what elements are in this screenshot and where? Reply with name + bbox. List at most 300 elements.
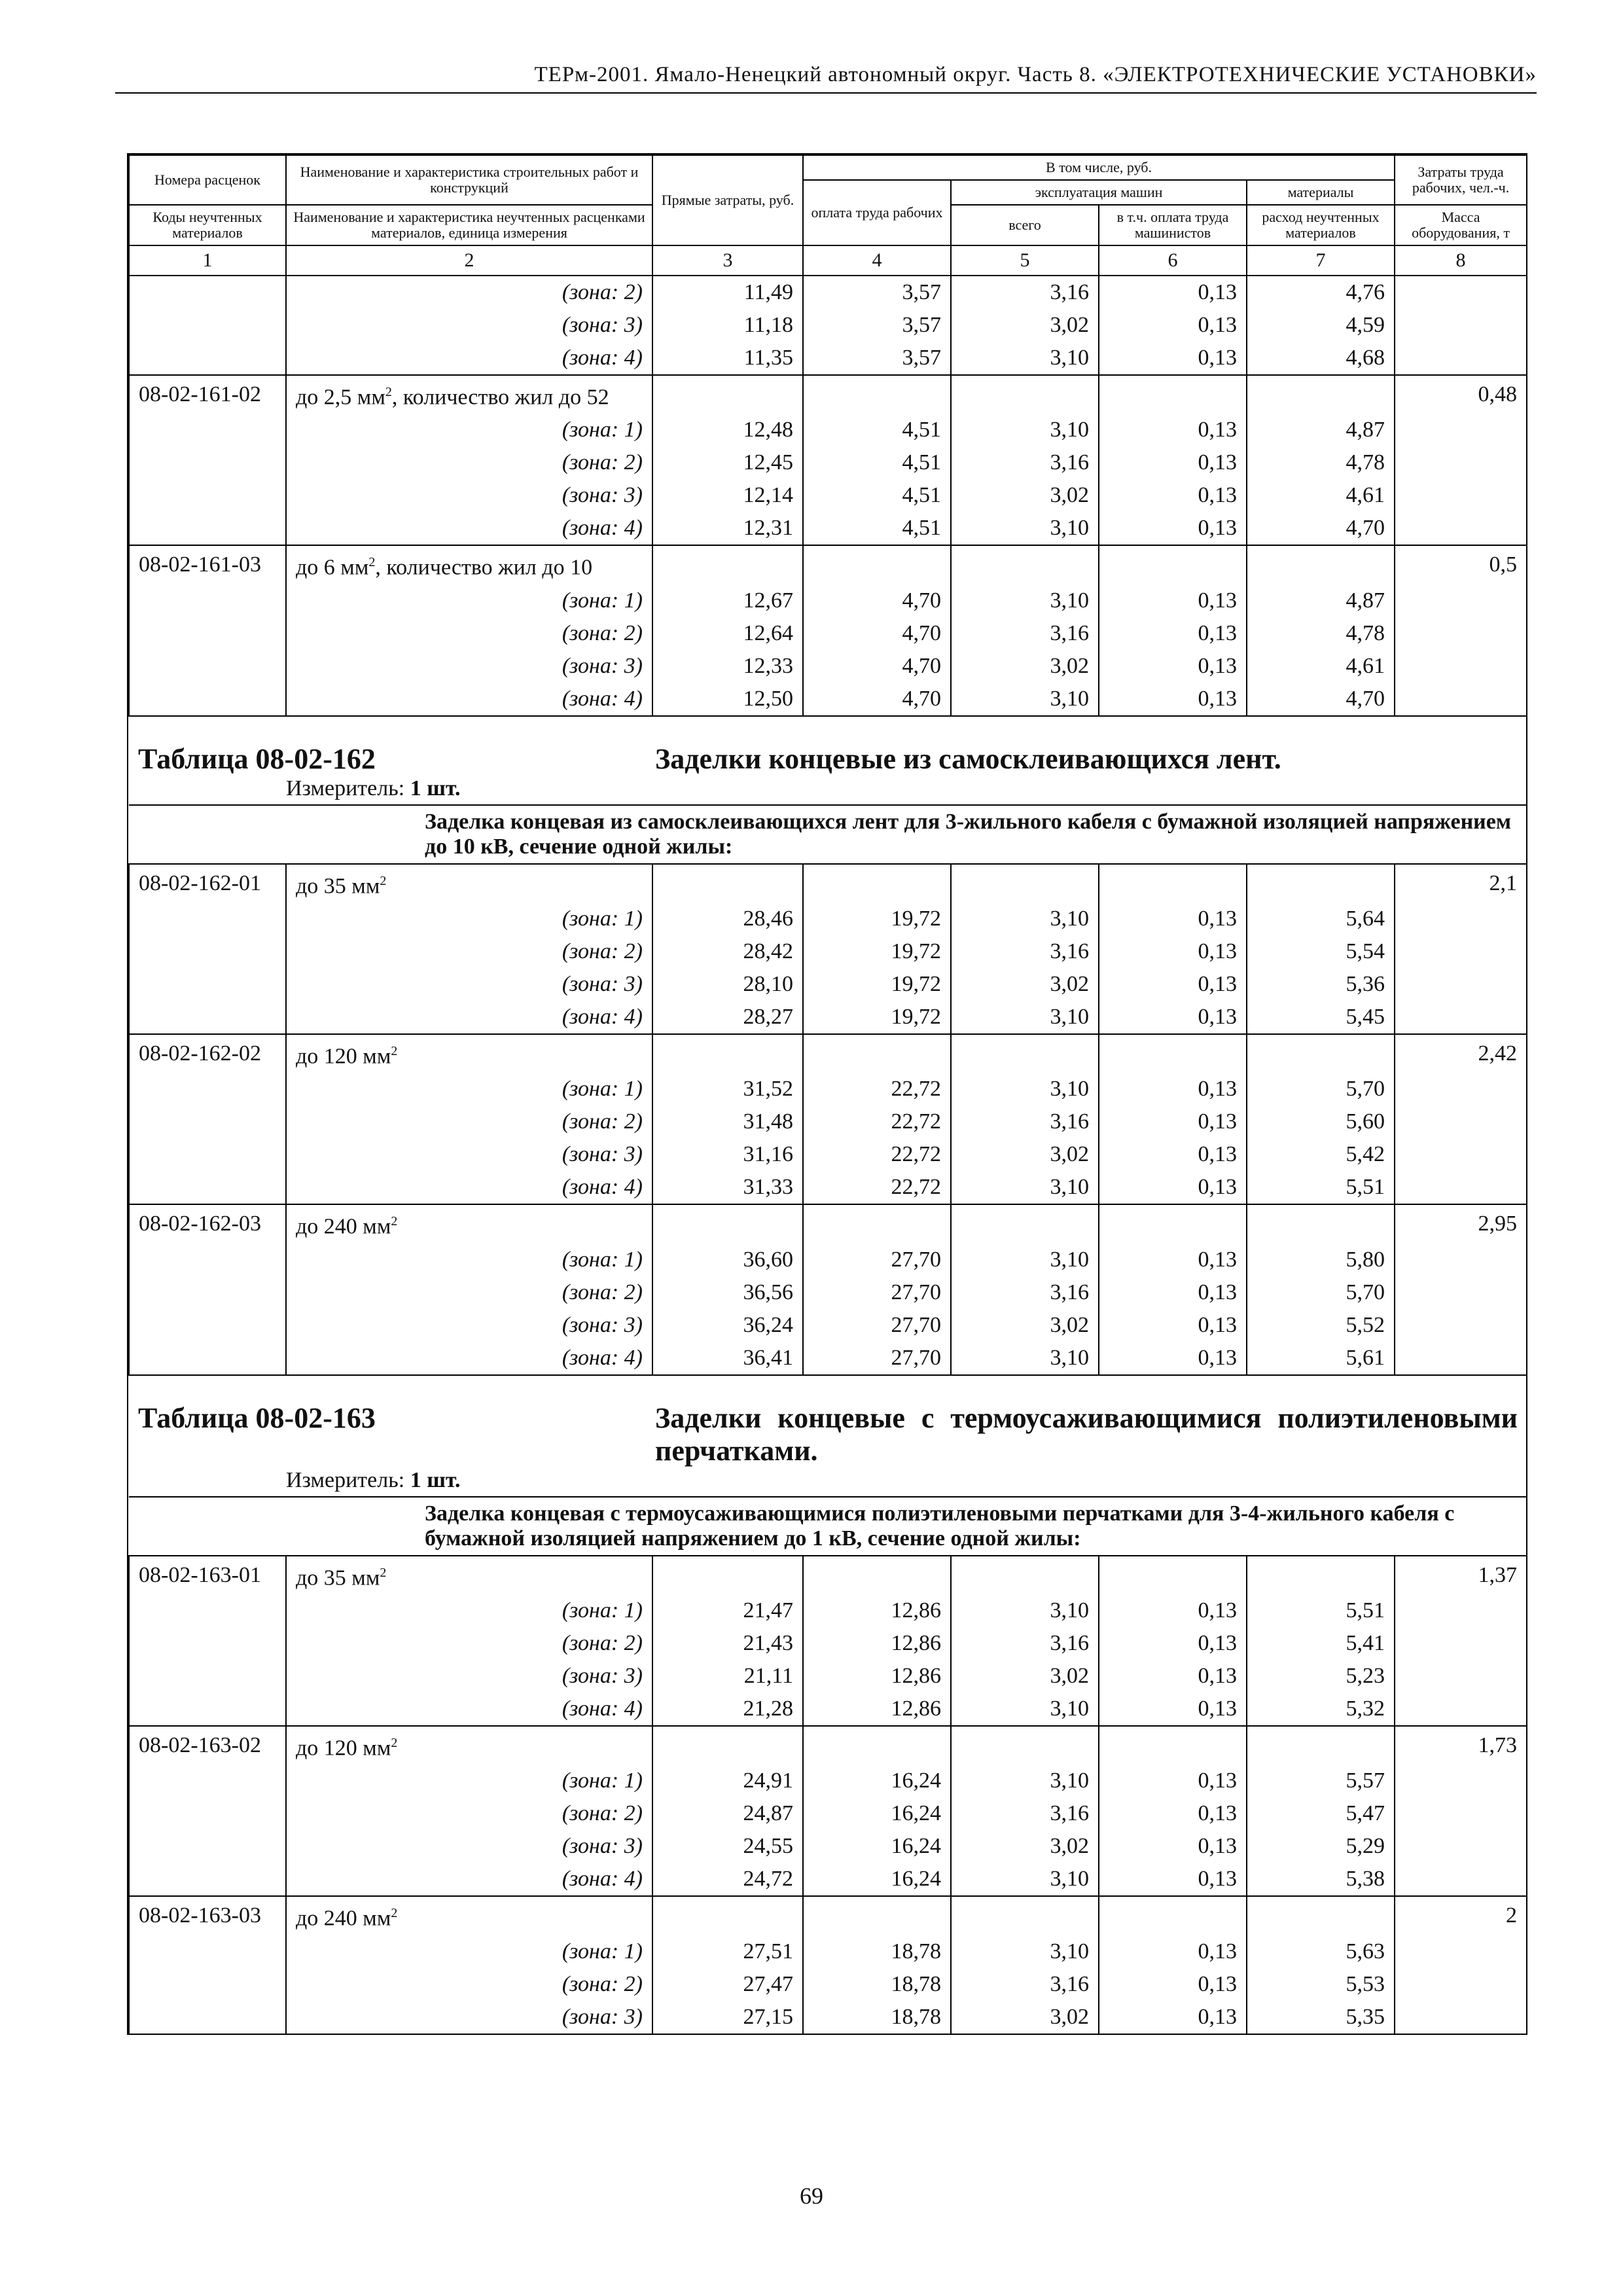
worker-pay: 19,72 xyxy=(803,968,951,1001)
measure-line xyxy=(138,1467,1518,1494)
machines-total: 3,02 xyxy=(951,2001,1099,2034)
mass-cell xyxy=(1395,968,1527,1001)
col-number: 3 xyxy=(652,245,803,276)
empty-cell xyxy=(803,545,951,584)
machines-total: 3,16 xyxy=(951,1105,1099,1138)
machinist-pay: 0,13 xyxy=(1099,2001,1247,2034)
rate-code-cell xyxy=(129,1693,286,1726)
table-row xyxy=(129,617,1527,650)
table-row xyxy=(129,1105,1527,1138)
machinist-pay: 0,13 xyxy=(1099,1627,1247,1660)
empty-cell xyxy=(1247,1204,1395,1243)
table-description: Заделка концевая из самосклеивающихся лент для 3-жильного кабеля с бумажной изоляцией напряжением до 10 кВ, сечение одной жилы: xyxy=(129,805,1527,864)
table-row xyxy=(129,903,1527,935)
zone-label: (зона: 2) xyxy=(286,446,652,479)
zone-label: (зона: 1) xyxy=(286,1594,652,1627)
machines-total: 3,16 xyxy=(951,1627,1099,1660)
zone-label: (зона: 2) xyxy=(286,1968,652,2001)
empty-cell xyxy=(1099,1204,1247,1243)
materials-value: 4,70 xyxy=(1247,683,1395,716)
page-number: 69 xyxy=(800,2183,823,2209)
mass-cell xyxy=(1395,1627,1527,1660)
worker-pay: 3,57 xyxy=(803,276,951,309)
empty-cell xyxy=(951,1034,1099,1073)
worker-pay: 4,70 xyxy=(803,584,951,617)
mass-cell xyxy=(1395,512,1527,545)
mass-cell xyxy=(1395,1171,1527,1204)
table-row xyxy=(129,968,1527,1001)
worker-pay: 16,24 xyxy=(803,1863,951,1896)
running-header: ТЕРм-2001. Ямало-Ненецкий автономный округ. Часть 8. «ЭЛЕКТРОТЕХНИЧЕСКИЕ УСТАНОВКИ» xyxy=(115,63,1537,94)
machinist-pay: 0,13 xyxy=(1099,650,1247,683)
machines-total: 3,02 xyxy=(951,1138,1099,1171)
rate-code-cell xyxy=(129,1594,286,1627)
mass-cell xyxy=(1395,1935,1527,1968)
materials-value: 5,51 xyxy=(1247,1594,1395,1627)
machinist-pay: 0,13 xyxy=(1099,342,1247,375)
machines-total: 3,02 xyxy=(951,1830,1099,1863)
direct-costs: 27,47 xyxy=(652,1968,803,2001)
mass-cell xyxy=(1395,2001,1527,2034)
zone-label: (зона: 1) xyxy=(286,1244,652,1276)
worker-pay: 22,72 xyxy=(803,1105,951,1138)
direct-costs: 21,28 xyxy=(652,1693,803,1726)
worker-pay: 4,70 xyxy=(803,650,951,683)
machinist-pay: 0,13 xyxy=(1099,479,1247,512)
empty-cell xyxy=(803,864,951,903)
mass-cell xyxy=(1395,1765,1527,1797)
empty-cell xyxy=(803,1726,951,1765)
table-row xyxy=(129,1309,1527,1342)
materials-value: 5,51 xyxy=(1247,1171,1395,1204)
mass-cell xyxy=(1395,414,1527,446)
superscript: 2 xyxy=(391,1214,398,1229)
mass-cell xyxy=(1395,903,1527,935)
machinist-pay: 0,13 xyxy=(1099,1105,1247,1138)
table-row xyxy=(129,1342,1527,1375)
worker-pay: 27,70 xyxy=(803,1342,951,1375)
machinist-pay: 0,13 xyxy=(1099,1693,1247,1726)
equipment-mass: 1,37 xyxy=(1395,1556,1527,1594)
zone-label: (зона: 3) xyxy=(286,479,652,512)
equipment-mass: 0,48 xyxy=(1395,375,1527,414)
zone-label: (зона: 1) xyxy=(286,903,652,935)
direct-costs: 24,72 xyxy=(652,1863,803,1896)
worker-pay: 12,86 xyxy=(803,1693,951,1726)
mass-cell xyxy=(1395,1660,1527,1693)
table-description-row xyxy=(129,1497,1527,1556)
superscript: 2 xyxy=(380,873,387,888)
direct-costs: 36,41 xyxy=(652,1342,803,1375)
superscript: 2 xyxy=(391,1735,398,1750)
mass-cell xyxy=(1395,1105,1527,1138)
machinist-pay: 0,13 xyxy=(1099,1863,1247,1896)
direct-costs: 28,46 xyxy=(652,903,803,935)
table-row xyxy=(129,276,1527,309)
zone-label: (зона: 2) xyxy=(286,1276,652,1309)
col-labor-costs: Затраты труда рабочих, чел.-ч. xyxy=(1395,155,1527,205)
zone-label: (зона: 2) xyxy=(286,1105,652,1138)
zone-label: (зона: 1) xyxy=(286,1765,652,1797)
direct-costs: 31,33 xyxy=(652,1171,803,1204)
machines-total: 3,16 xyxy=(951,446,1099,479)
materials-value: 5,54 xyxy=(1247,935,1395,968)
worker-pay: 4,51 xyxy=(803,446,951,479)
rate-code-cell xyxy=(129,584,286,617)
zone-label: (зона: 3) xyxy=(286,1138,652,1171)
machines-total: 3,10 xyxy=(951,1594,1099,1627)
table-description: Заделка концевая с термоусаживающимися полиэтиленовыми перчатками для 3-4-жильного кабеля с бумажной изоляцией напряжением до 1 кВ, сечение одной жилы: xyxy=(129,1497,1527,1556)
worker-pay: 18,78 xyxy=(803,1968,951,2001)
zone-label: (зона: 2) xyxy=(286,1627,652,1660)
zone-label: (зона: 3) xyxy=(286,309,652,342)
item-name xyxy=(286,1034,652,1073)
rate-code-cell xyxy=(129,1276,286,1309)
rate-code-cell xyxy=(129,1863,286,1896)
machines-total: 3,10 xyxy=(951,1073,1099,1105)
equipment-mass: 2,1 xyxy=(1395,864,1527,903)
machines-total: 3,02 xyxy=(951,479,1099,512)
table-row xyxy=(129,1660,1527,1693)
zone-label: (зона: 4) xyxy=(286,1001,652,1034)
empty-cell xyxy=(652,1896,803,1935)
empty-cell xyxy=(1099,864,1247,903)
col-direct-costs: Прямые затраты, руб. xyxy=(652,155,803,245)
empty-cell xyxy=(951,1896,1099,1935)
direct-costs: 12,48 xyxy=(652,414,803,446)
machinist-pay: 0,13 xyxy=(1099,1935,1247,1968)
direct-costs: 36,60 xyxy=(652,1244,803,1276)
rate-group-row xyxy=(129,1726,1527,1765)
machinist-pay: 0,13 xyxy=(1099,1342,1247,1375)
empty-cell xyxy=(1099,1896,1247,1935)
zone-label: (зона: 3) xyxy=(286,1830,652,1863)
machinist-pay: 0,13 xyxy=(1099,1138,1247,1171)
item-name-suffix: , количество жил до 10 xyxy=(375,555,593,580)
col-machines: эксплуатация машин xyxy=(951,180,1247,205)
machinist-pay: 0,13 xyxy=(1099,1830,1247,1863)
materials-value: 4,78 xyxy=(1247,617,1395,650)
zone-label: (зона: 1) xyxy=(286,1073,652,1105)
materials-value: 4,61 xyxy=(1247,650,1395,683)
col-material-codes: Коды неучтенных материалов xyxy=(129,205,286,245)
col-work-name: Наименование и характеристика строительных работ и конструкций xyxy=(286,155,652,205)
worker-pay: 19,72 xyxy=(803,903,951,935)
materials-value: 4,76 xyxy=(1247,276,1395,309)
direct-costs: 31,48 xyxy=(652,1105,803,1138)
empty-cell xyxy=(803,375,951,414)
table-row xyxy=(129,1138,1527,1171)
worker-pay: 19,72 xyxy=(803,935,951,968)
rate-code: 08-02-163-02 xyxy=(129,1726,286,1765)
equipment-mass: 0,5 xyxy=(1395,545,1527,584)
item-name-text: до 2,5 мм xyxy=(296,385,385,410)
col-unaccounted-materials: расход неучтенных материалов xyxy=(1247,205,1395,245)
table-row xyxy=(129,414,1527,446)
zone-label: (зона: 4) xyxy=(286,342,652,375)
rate-code-cell xyxy=(129,1138,286,1171)
materials-value: 5,80 xyxy=(1247,1244,1395,1276)
superscript: 2 xyxy=(385,385,392,399)
materials-value: 5,36 xyxy=(1247,968,1395,1001)
mass-cell xyxy=(1395,935,1527,968)
rate-code: 08-02-162-02 xyxy=(129,1034,286,1073)
rate-code-cell xyxy=(129,1660,286,1693)
worker-pay: 4,70 xyxy=(803,683,951,716)
empty-cell xyxy=(1099,1556,1247,1594)
worker-pay: 3,57 xyxy=(803,342,951,375)
rate-code-cell xyxy=(129,446,286,479)
mass-cell xyxy=(1395,1594,1527,1627)
measure-value: 1 шт. xyxy=(410,1467,461,1492)
empty-cell xyxy=(803,1556,951,1594)
direct-costs: 11,49 xyxy=(652,276,803,309)
empty-cell xyxy=(1099,545,1247,584)
col-rate-numbers: Номера расценок xyxy=(129,155,286,205)
rate-code: 08-02-161-02 xyxy=(129,375,286,414)
col-number: 7 xyxy=(1247,245,1395,276)
empty-cell xyxy=(951,1556,1099,1594)
zone-label: (зона: 2) xyxy=(286,276,652,309)
table-body xyxy=(129,276,1527,2034)
mass-cell xyxy=(1395,683,1527,716)
col-number: 5 xyxy=(951,245,1099,276)
table-row xyxy=(129,2001,1527,2034)
direct-costs: 31,16 xyxy=(652,1138,803,1171)
empty-cell xyxy=(803,1896,951,1935)
rate-code-cell xyxy=(129,935,286,968)
empty-cell xyxy=(1247,864,1395,903)
table-row xyxy=(129,650,1527,683)
mass-cell xyxy=(1395,1309,1527,1342)
direct-costs: 27,51 xyxy=(652,1935,803,1968)
table-row xyxy=(129,1765,1527,1797)
item-name-text: до 120 мм xyxy=(296,1736,391,1761)
worker-pay: 12,86 xyxy=(803,1627,951,1660)
direct-costs: 36,24 xyxy=(652,1309,803,1342)
item-name-suffix: , количество жил до 52 xyxy=(391,385,609,410)
zone-label: (зона: 4) xyxy=(286,683,652,716)
machinist-pay: 0,13 xyxy=(1099,1001,1247,1034)
table-id: Таблица 08-02-162 xyxy=(138,742,376,775)
direct-costs: 12,45 xyxy=(652,446,803,479)
col-machines-total: всего xyxy=(951,205,1099,245)
empty-cell xyxy=(1247,1556,1395,1594)
worker-pay: 18,78 xyxy=(803,2001,951,2034)
empty-cell xyxy=(1099,375,1247,414)
empty-cell xyxy=(951,545,1099,584)
equipment-mass: 1,73 xyxy=(1395,1726,1527,1765)
machinist-pay: 0,13 xyxy=(1099,1244,1247,1276)
table-row xyxy=(129,1276,1527,1309)
empty-cell xyxy=(1099,1034,1247,1073)
machinist-pay: 0,13 xyxy=(1099,1797,1247,1830)
machines-total: 3,10 xyxy=(951,1342,1099,1375)
item-name xyxy=(286,1204,652,1243)
worker-pay: 3,57 xyxy=(803,309,951,342)
machinist-pay: 0,13 xyxy=(1099,617,1247,650)
empty-cell xyxy=(1247,1726,1395,1765)
materials-value: 5,61 xyxy=(1247,1342,1395,1375)
item-name-text: до 240 мм xyxy=(296,1214,391,1239)
materials-value: 5,57 xyxy=(1247,1765,1395,1797)
worker-pay: 16,24 xyxy=(803,1765,951,1797)
direct-costs: 24,87 xyxy=(652,1797,803,1830)
rate-group-row xyxy=(129,1556,1527,1594)
table-row xyxy=(129,1171,1527,1204)
rate-code-cell xyxy=(129,1797,286,1830)
empty-cell xyxy=(1099,1726,1247,1765)
mass-cell xyxy=(1395,1001,1527,1034)
measure-label: Измеритель: xyxy=(286,776,405,800)
rate-code-cell xyxy=(129,1968,286,2001)
empty-cell xyxy=(1247,545,1395,584)
materials-value: 5,63 xyxy=(1247,1935,1395,1968)
rate-code-cell xyxy=(129,342,286,375)
empty-cell xyxy=(1247,1896,1395,1935)
empty-cell xyxy=(1247,375,1395,414)
rate-code-cell xyxy=(129,650,286,683)
materials-value: 4,70 xyxy=(1247,512,1395,545)
materials-value: 4,59 xyxy=(1247,309,1395,342)
machines-total: 3,10 xyxy=(951,1001,1099,1034)
direct-costs: 11,35 xyxy=(652,342,803,375)
machines-total: 3,10 xyxy=(951,1693,1099,1726)
worker-pay: 4,70 xyxy=(803,617,951,650)
table-row xyxy=(129,446,1527,479)
rate-group-row xyxy=(129,1204,1527,1243)
worker-pay: 4,51 xyxy=(803,479,951,512)
worker-pay: 12,86 xyxy=(803,1660,951,1693)
item-name xyxy=(286,545,652,584)
machinist-pay: 0,13 xyxy=(1099,1309,1247,1342)
direct-costs: 12,33 xyxy=(652,650,803,683)
rate-code-cell xyxy=(129,1244,286,1276)
table-row xyxy=(129,1935,1527,1968)
rate-code-cell xyxy=(129,479,286,512)
table-row xyxy=(129,342,1527,375)
machines-total: 3,10 xyxy=(951,512,1099,545)
item-name-text: до 120 мм xyxy=(296,1044,391,1069)
worker-pay: 18,78 xyxy=(803,1935,951,1968)
mass-cell xyxy=(1395,1693,1527,1726)
rate-code-cell xyxy=(129,512,286,545)
empty-cell xyxy=(951,375,1099,414)
rate-code-cell xyxy=(129,617,286,650)
mass-cell xyxy=(1395,1797,1527,1830)
machines-total: 3,10 xyxy=(951,1244,1099,1276)
materials-value: 5,53 xyxy=(1247,1968,1395,2001)
rate-group-row xyxy=(129,545,1527,584)
table-row xyxy=(129,512,1527,545)
materials-value: 5,47 xyxy=(1247,1797,1395,1830)
worker-pay: 27,70 xyxy=(803,1309,951,1342)
mass-cell xyxy=(1395,342,1527,375)
materials-value: 5,52 xyxy=(1247,1309,1395,1342)
table-row xyxy=(129,1968,1527,2001)
machinist-pay: 0,13 xyxy=(1099,1073,1247,1105)
machinist-pay: 0,13 xyxy=(1099,309,1247,342)
measure-line xyxy=(138,776,1518,802)
mass-cell xyxy=(1395,1830,1527,1863)
materials-value: 5,23 xyxy=(1247,1660,1395,1693)
mass-cell xyxy=(1395,479,1527,512)
direct-costs: 21,11 xyxy=(652,1660,803,1693)
machines-total: 3,16 xyxy=(951,1968,1099,2001)
machines-total: 3,02 xyxy=(951,1309,1099,1342)
zone-label: (зона: 1) xyxy=(286,1935,652,1968)
machines-total: 3,16 xyxy=(951,617,1099,650)
col-equipment-mass: Масса оборудования, т xyxy=(1395,205,1527,245)
direct-costs: 21,43 xyxy=(652,1627,803,1660)
materials-value: 4,78 xyxy=(1247,446,1395,479)
machines-total: 3,16 xyxy=(951,276,1099,309)
zone-label: (зона: 4) xyxy=(286,512,652,545)
worker-pay: 22,72 xyxy=(803,1138,951,1171)
zone-label: (зона: 2) xyxy=(286,617,652,650)
machines-total: 3,10 xyxy=(951,1171,1099,1204)
table-row xyxy=(129,1693,1527,1726)
rate-code-cell xyxy=(129,1171,286,1204)
col-number: 1 xyxy=(129,245,286,276)
item-name-text: до 35 мм xyxy=(296,873,380,898)
direct-costs: 24,55 xyxy=(652,1830,803,1863)
machines-total: 3,02 xyxy=(951,309,1099,342)
item-name xyxy=(286,864,652,903)
table-row xyxy=(129,584,1527,617)
rate-code: 08-02-161-03 xyxy=(129,545,286,584)
machinist-pay: 0,13 xyxy=(1099,414,1247,446)
rates-table-sheet xyxy=(127,153,1527,2035)
machinist-pay: 0,13 xyxy=(1099,1171,1247,1204)
measure-label: Измеритель: xyxy=(286,1467,405,1492)
rate-group-row xyxy=(129,1034,1527,1073)
table-description-row xyxy=(129,805,1527,864)
rate-code-cell xyxy=(129,1309,286,1342)
table-header xyxy=(129,155,1527,276)
rate-group-row xyxy=(129,1896,1527,1935)
rate-code-cell xyxy=(129,968,286,1001)
rate-code-cell xyxy=(129,1627,286,1660)
mass-cell xyxy=(1395,1138,1527,1171)
empty-cell xyxy=(652,1204,803,1243)
direct-costs: 28,27 xyxy=(652,1001,803,1034)
table-row xyxy=(129,1830,1527,1863)
table-section-header xyxy=(129,1375,1527,1497)
machines-total: 3,10 xyxy=(951,903,1099,935)
rate-code-cell xyxy=(129,1073,286,1105)
materials-value: 5,60 xyxy=(1247,1105,1395,1138)
machinist-pay: 0,13 xyxy=(1099,935,1247,968)
col-number: 8 xyxy=(1395,245,1527,276)
machinist-pay: 0,13 xyxy=(1099,1594,1247,1627)
empty-cell xyxy=(951,1726,1099,1765)
direct-costs: 28,42 xyxy=(652,935,803,968)
direct-costs: 12,67 xyxy=(652,584,803,617)
direct-costs: 27,15 xyxy=(652,2001,803,2034)
machines-total: 3,16 xyxy=(951,935,1099,968)
materials-value: 5,29 xyxy=(1247,1830,1395,1863)
mass-cell xyxy=(1395,1276,1527,1309)
machinist-pay: 0,13 xyxy=(1099,683,1247,716)
item-name xyxy=(286,1556,652,1594)
zone-label: (зона: 2) xyxy=(286,1797,652,1830)
materials-value: 5,35 xyxy=(1247,2001,1395,2034)
mass-cell xyxy=(1395,276,1527,309)
zone-label: (зона: 4) xyxy=(286,1863,652,1896)
machines-total: 3,02 xyxy=(951,1660,1099,1693)
direct-costs: 12,50 xyxy=(652,683,803,716)
